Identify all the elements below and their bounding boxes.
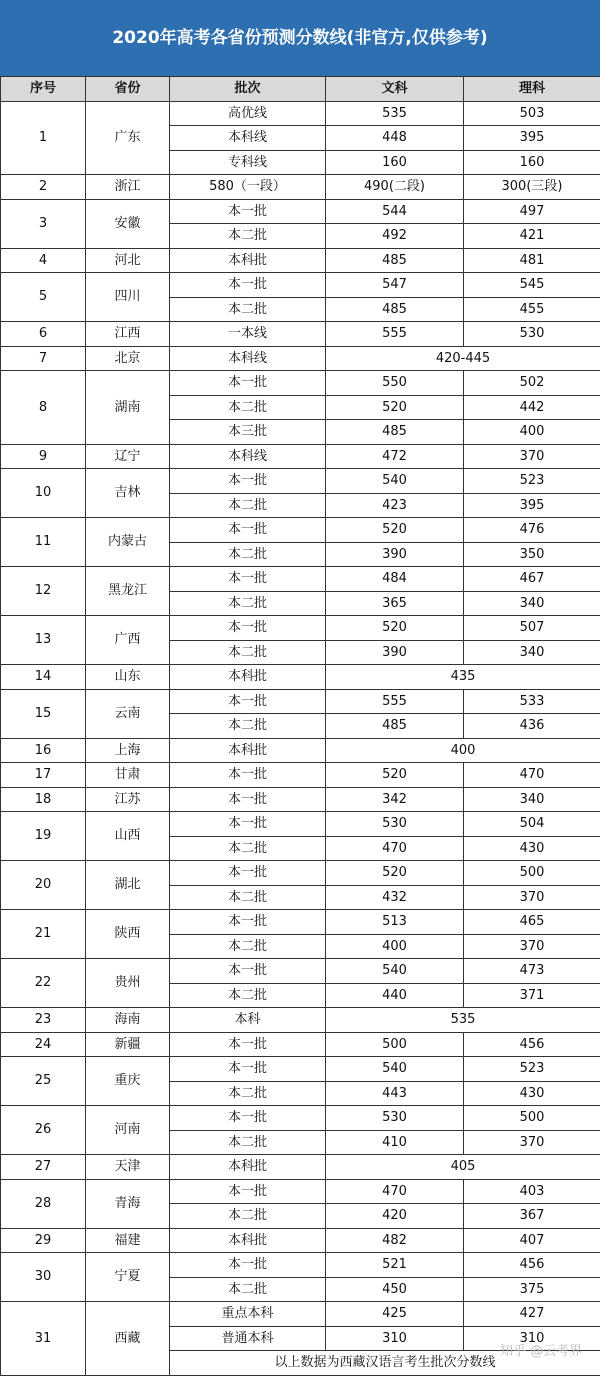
cell-score-li: 300(三段) xyxy=(464,175,600,200)
cell-no: 2 xyxy=(1,175,86,200)
table-row xyxy=(1,567,600,592)
cell-score-li: 421 xyxy=(464,224,600,249)
cell-no: 13 xyxy=(1,616,86,665)
cell-batch: 本一批 xyxy=(170,1057,326,1082)
cell-score-li: 371 xyxy=(464,983,600,1008)
cell-no: 15 xyxy=(1,689,86,738)
cell-batch: 本二批 xyxy=(170,934,326,959)
cell-score-li: 395 xyxy=(464,493,600,518)
cell-no: 7 xyxy=(1,346,86,371)
cell-province: 江西 xyxy=(86,322,170,347)
cell-no: 5 xyxy=(1,273,86,322)
cell-score-wen: 448 xyxy=(326,126,464,151)
cell-score-wen: 342 xyxy=(326,787,464,812)
cell-no: 12 xyxy=(1,567,86,616)
cell-no: 11 xyxy=(1,518,86,567)
header-wen: 文科 xyxy=(326,77,464,102)
table-row xyxy=(1,444,600,469)
cell-batch: 580（一段） xyxy=(170,175,326,200)
cell-no: 26 xyxy=(1,1106,86,1155)
cell-batch: 本一批 xyxy=(170,469,326,494)
cell-batch: 本一批 xyxy=(170,689,326,714)
cell-province: 四川 xyxy=(86,273,170,322)
cell-score-li: 523 xyxy=(464,469,600,494)
cell-province: 辽宁 xyxy=(86,444,170,469)
cell-batch: 本一批 xyxy=(170,371,326,396)
cell-batch: 本一批 xyxy=(170,959,326,984)
cell-no: 21 xyxy=(1,910,86,959)
cell-no: 9 xyxy=(1,444,86,469)
cell-score-li: 407 xyxy=(464,1228,600,1253)
cell-province: 上海 xyxy=(86,738,170,763)
cell-batch: 重点本科 xyxy=(170,1302,326,1327)
cell-province: 海南 xyxy=(86,1008,170,1033)
cell-batch: 本二批 xyxy=(170,885,326,910)
cell-no: 14 xyxy=(1,665,86,690)
cell-batch: 普通本科 xyxy=(170,1326,326,1351)
cell-batch: 本二批 xyxy=(170,714,326,739)
cell-batch: 本一批 xyxy=(170,861,326,886)
cell-score-li: 470 xyxy=(464,763,600,788)
cell-score-li: 456 xyxy=(464,1253,600,1278)
cell-score-merged: 435 xyxy=(326,665,600,690)
cell-batch: 本二批 xyxy=(170,493,326,518)
cell-score-wen: 500 xyxy=(326,1032,464,1057)
cell-batch: 本二批 xyxy=(170,297,326,322)
cell-batch: 本二批 xyxy=(170,224,326,249)
cell-province: 北京 xyxy=(86,346,170,371)
cell-no: 19 xyxy=(1,812,86,861)
cell-score-li: 430 xyxy=(464,836,600,861)
cell-province: 陕西 xyxy=(86,910,170,959)
cell-score-li: 533 xyxy=(464,689,600,714)
cell-score-li: 370 xyxy=(464,934,600,959)
cell-batch: 本二批 xyxy=(170,591,326,616)
cell-batch: 本二批 xyxy=(170,542,326,567)
cell-score-li: 370 xyxy=(464,444,600,469)
cell-score-li: 442 xyxy=(464,395,600,420)
cell-score-wen: 485 xyxy=(326,248,464,273)
table-row xyxy=(1,689,600,714)
cell-batch: 本二批 xyxy=(170,640,326,665)
header-no: 序号 xyxy=(1,77,86,102)
cell-no: 29 xyxy=(1,1228,86,1253)
table-row xyxy=(1,787,600,812)
table-row xyxy=(1,1106,600,1131)
cell-province: 广西 xyxy=(86,616,170,665)
cell-batch: 本二批 xyxy=(170,1081,326,1106)
cell-province: 内蒙古 xyxy=(86,518,170,567)
cell-province: 山东 xyxy=(86,665,170,690)
cell-score-li: 500 xyxy=(464,1106,600,1131)
cell-batch: 一本线 xyxy=(170,322,326,347)
cell-score-wen: 520 xyxy=(326,861,464,886)
cell-score-wen: 485 xyxy=(326,714,464,739)
cell-batch: 本一批 xyxy=(170,1032,326,1057)
cell-score-wen: 482 xyxy=(326,1228,464,1253)
cell-score-wen: 530 xyxy=(326,1106,464,1131)
cell-score-li: 456 xyxy=(464,1032,600,1057)
cell-score-li: 160 xyxy=(464,150,600,175)
cell-score-li: 400 xyxy=(464,420,600,445)
cell-score-li: 350 xyxy=(464,542,600,567)
cell-score-li: 497 xyxy=(464,199,600,224)
cell-score-wen: 530 xyxy=(326,812,464,837)
cell-score-li: 504 xyxy=(464,812,600,837)
table-row xyxy=(1,1228,600,1253)
cell-score-wen: 520 xyxy=(326,395,464,420)
cell-batch: 本科批 xyxy=(170,665,326,690)
cell-score-merged: 400 xyxy=(326,738,600,763)
cell-batch: 本科线 xyxy=(170,444,326,469)
cell-score-li: 467 xyxy=(464,567,600,592)
cell-batch: 专科线 xyxy=(170,150,326,175)
cell-batch: 本一批 xyxy=(170,518,326,543)
cell-province: 山西 xyxy=(86,812,170,861)
cell-score-li: 395 xyxy=(464,126,600,151)
cell-score-wen: 160 xyxy=(326,150,464,175)
cell-score-li: 436 xyxy=(464,714,600,739)
cell-score-wen: 470 xyxy=(326,836,464,861)
cell-score-li: 523 xyxy=(464,1057,600,1082)
cell-score-wen: 520 xyxy=(326,518,464,543)
cell-score-li: 367 xyxy=(464,1204,600,1229)
cell-no: 22 xyxy=(1,959,86,1008)
cell-province: 宁夏 xyxy=(86,1253,170,1302)
cell-no: 6 xyxy=(1,322,86,347)
cell-batch: 本一批 xyxy=(170,1179,326,1204)
cell-score-wen: 547 xyxy=(326,273,464,298)
cell-province: 河南 xyxy=(86,1106,170,1155)
cell-score-li: 507 xyxy=(464,616,600,641)
cell-batch: 本一批 xyxy=(170,910,326,935)
table-row xyxy=(1,812,600,837)
cell-score-merged: 420-445 xyxy=(326,346,600,371)
cell-province: 新疆 xyxy=(86,1032,170,1057)
cell-batch: 本一批 xyxy=(170,1253,326,1278)
cell-score-li: 427 xyxy=(464,1302,600,1327)
table-row xyxy=(1,518,600,543)
cell-no: 23 xyxy=(1,1008,86,1033)
cell-batch: 本科批 xyxy=(170,248,326,273)
cell-no: 28 xyxy=(1,1179,86,1228)
cell-score-wen: 443 xyxy=(326,1081,464,1106)
cell-no: 4 xyxy=(1,248,86,273)
table-row xyxy=(1,199,600,224)
cell-score-li: 430 xyxy=(464,1081,600,1106)
cell-province: 贵州 xyxy=(86,959,170,1008)
cell-province: 浙江 xyxy=(86,175,170,200)
cell-score-li: 370 xyxy=(464,1130,600,1155)
cell-province: 重庆 xyxy=(86,1057,170,1106)
cell-batch: 本一批 xyxy=(170,787,326,812)
page-title: 2020年高考各省份预测分数线(非官方,仅供参考) xyxy=(0,0,600,76)
cell-province: 河北 xyxy=(86,248,170,273)
cell-batch: 本科批 xyxy=(170,738,326,763)
cell-batch: 本二批 xyxy=(170,1204,326,1229)
table-row xyxy=(1,763,600,788)
cell-province: 天津 xyxy=(86,1155,170,1180)
cell-batch: 本二批 xyxy=(170,1277,326,1302)
cell-score-wen: 513 xyxy=(326,910,464,935)
cell-score-li: 375 xyxy=(464,1277,600,1302)
cell-score-wen: 520 xyxy=(326,763,464,788)
table-row xyxy=(1,469,600,494)
cell-score-wen: 540 xyxy=(326,959,464,984)
cell-score-li: 500 xyxy=(464,861,600,886)
cell-score-wen: 365 xyxy=(326,591,464,616)
cell-score-wen: 521 xyxy=(326,1253,464,1278)
table-row xyxy=(1,616,600,641)
cell-score-li: 455 xyxy=(464,297,600,322)
cell-province: 吉林 xyxy=(86,469,170,518)
footnote: 以上数据为西藏汉语言考生批次分数线 xyxy=(170,1351,600,1376)
cell-no: 18 xyxy=(1,787,86,812)
cell-batch: 本科线 xyxy=(170,126,326,151)
table-row xyxy=(1,322,600,347)
cell-score-li: 403 xyxy=(464,1179,600,1204)
cell-score-wen: 410 xyxy=(326,1130,464,1155)
table-row xyxy=(1,1253,600,1278)
header-batch: 批次 xyxy=(170,77,326,102)
cell-batch: 本一批 xyxy=(170,616,326,641)
cell-score-li: 370 xyxy=(464,885,600,910)
cell-batch: 本一批 xyxy=(170,567,326,592)
table-row xyxy=(1,910,600,935)
table-row xyxy=(1,738,600,763)
table-row xyxy=(1,1032,600,1057)
cell-score-wen: 390 xyxy=(326,542,464,567)
header-row xyxy=(1,77,600,102)
cell-score-wen: 540 xyxy=(326,1057,464,1082)
cell-batch: 本一批 xyxy=(170,273,326,298)
cell-no: 1 xyxy=(1,101,86,175)
table-row xyxy=(1,959,600,984)
table-body xyxy=(1,101,600,1375)
cell-no: 30 xyxy=(1,1253,86,1302)
cell-score-wen: 390 xyxy=(326,640,464,665)
cell-score-wen: 540 xyxy=(326,469,464,494)
cell-no: 25 xyxy=(1,1057,86,1106)
cell-score-wen: 484 xyxy=(326,567,464,592)
cell-score-wen: 450 xyxy=(326,1277,464,1302)
cell-province: 福建 xyxy=(86,1228,170,1253)
cell-score-wen: 472 xyxy=(326,444,464,469)
cell-score-li: 476 xyxy=(464,518,600,543)
table-row xyxy=(1,248,600,273)
cell-score-wen: 555 xyxy=(326,322,464,347)
table-row xyxy=(1,861,600,886)
cell-score-wen: 550 xyxy=(326,371,464,396)
cell-batch: 本二批 xyxy=(170,836,326,861)
cell-score-wen: 440 xyxy=(326,983,464,1008)
cell-batch: 本二批 xyxy=(170,1130,326,1155)
cell-province: 广东 xyxy=(86,101,170,175)
header-li: 理科 xyxy=(464,77,600,102)
table-row xyxy=(1,101,600,126)
cell-no: 20 xyxy=(1,861,86,910)
cell-batch: 本三批 xyxy=(170,420,326,445)
cell-score-wen: 423 xyxy=(326,493,464,518)
score-table xyxy=(0,76,600,1376)
cell-score-li: 465 xyxy=(464,910,600,935)
cell-province: 青海 xyxy=(86,1179,170,1228)
cell-score-merged: 535 xyxy=(326,1008,600,1033)
cell-score-li: 340 xyxy=(464,787,600,812)
cell-score-li: 481 xyxy=(464,248,600,273)
cell-score-wen: 310 xyxy=(326,1326,464,1351)
cell-no: 16 xyxy=(1,738,86,763)
cell-score-li: 545 xyxy=(464,273,600,298)
cell-score-wen: 544 xyxy=(326,199,464,224)
table-row xyxy=(1,1008,600,1033)
cell-no: 3 xyxy=(1,199,86,248)
cell-no: 24 xyxy=(1,1032,86,1057)
cell-score-li: 502 xyxy=(464,371,600,396)
cell-batch: 本一批 xyxy=(170,199,326,224)
cell-no: 17 xyxy=(1,763,86,788)
table-row xyxy=(1,273,600,298)
cell-score-wen: 425 xyxy=(326,1302,464,1327)
cell-score-wen: 555 xyxy=(326,689,464,714)
cell-score-wen: 420 xyxy=(326,1204,464,1229)
table-row xyxy=(1,665,600,690)
cell-score-wen: 485 xyxy=(326,297,464,322)
cell-score-li: 503 xyxy=(464,101,600,126)
cell-score-wen: 520 xyxy=(326,616,464,641)
cell-score-li: 340 xyxy=(464,640,600,665)
cell-score-li: 340 xyxy=(464,591,600,616)
cell-score-wen: 470 xyxy=(326,1179,464,1204)
cell-province: 江苏 xyxy=(86,787,170,812)
watermark: 知乎 @云考界 xyxy=(500,1340,582,1359)
cell-batch: 本一批 xyxy=(170,763,326,788)
cell-batch: 本科批 xyxy=(170,1228,326,1253)
cell-batch: 本二批 xyxy=(170,983,326,1008)
cell-no: 27 xyxy=(1,1155,86,1180)
cell-score-merged: 405 xyxy=(326,1155,600,1180)
cell-province: 西藏 xyxy=(86,1302,170,1376)
cell-no: 10 xyxy=(1,469,86,518)
cell-score-wen: 400 xyxy=(326,934,464,959)
table-row xyxy=(1,346,600,371)
cell-batch: 本科线 xyxy=(170,346,326,371)
table-row xyxy=(1,175,600,200)
table-row xyxy=(1,1179,600,1204)
cell-score-wen: 535 xyxy=(326,101,464,126)
cell-score-wen: 485 xyxy=(326,420,464,445)
cell-province: 安徽 xyxy=(86,199,170,248)
cell-batch: 本一批 xyxy=(170,1106,326,1131)
cell-batch: 本二批 xyxy=(170,395,326,420)
cell-score-wen: 432 xyxy=(326,885,464,910)
cell-batch: 本一批 xyxy=(170,812,326,837)
cell-score-li: 473 xyxy=(464,959,600,984)
cell-batch: 本科批 xyxy=(170,1155,326,1180)
cell-province: 湖北 xyxy=(86,861,170,910)
cell-no: 31 xyxy=(1,1302,86,1376)
cell-score-wen: 492 xyxy=(326,224,464,249)
cell-province: 甘肃 xyxy=(86,763,170,788)
table-row xyxy=(1,1155,600,1180)
cell-province: 黑龙江 xyxy=(86,567,170,616)
table-row xyxy=(1,1057,600,1082)
cell-province: 云南 xyxy=(86,689,170,738)
header-province: 省份 xyxy=(86,77,170,102)
table-row xyxy=(1,371,600,396)
table-row xyxy=(1,1302,600,1327)
cell-score-wen: 490(二段) xyxy=(326,175,464,200)
cell-batch: 高优线 xyxy=(170,101,326,126)
cell-no: 8 xyxy=(1,371,86,445)
cell-province: 湖南 xyxy=(86,371,170,445)
cell-score-li: 530 xyxy=(464,322,600,347)
cell-score-li: 310 xyxy=(464,1326,600,1351)
cell-batch: 本科 xyxy=(170,1008,326,1033)
